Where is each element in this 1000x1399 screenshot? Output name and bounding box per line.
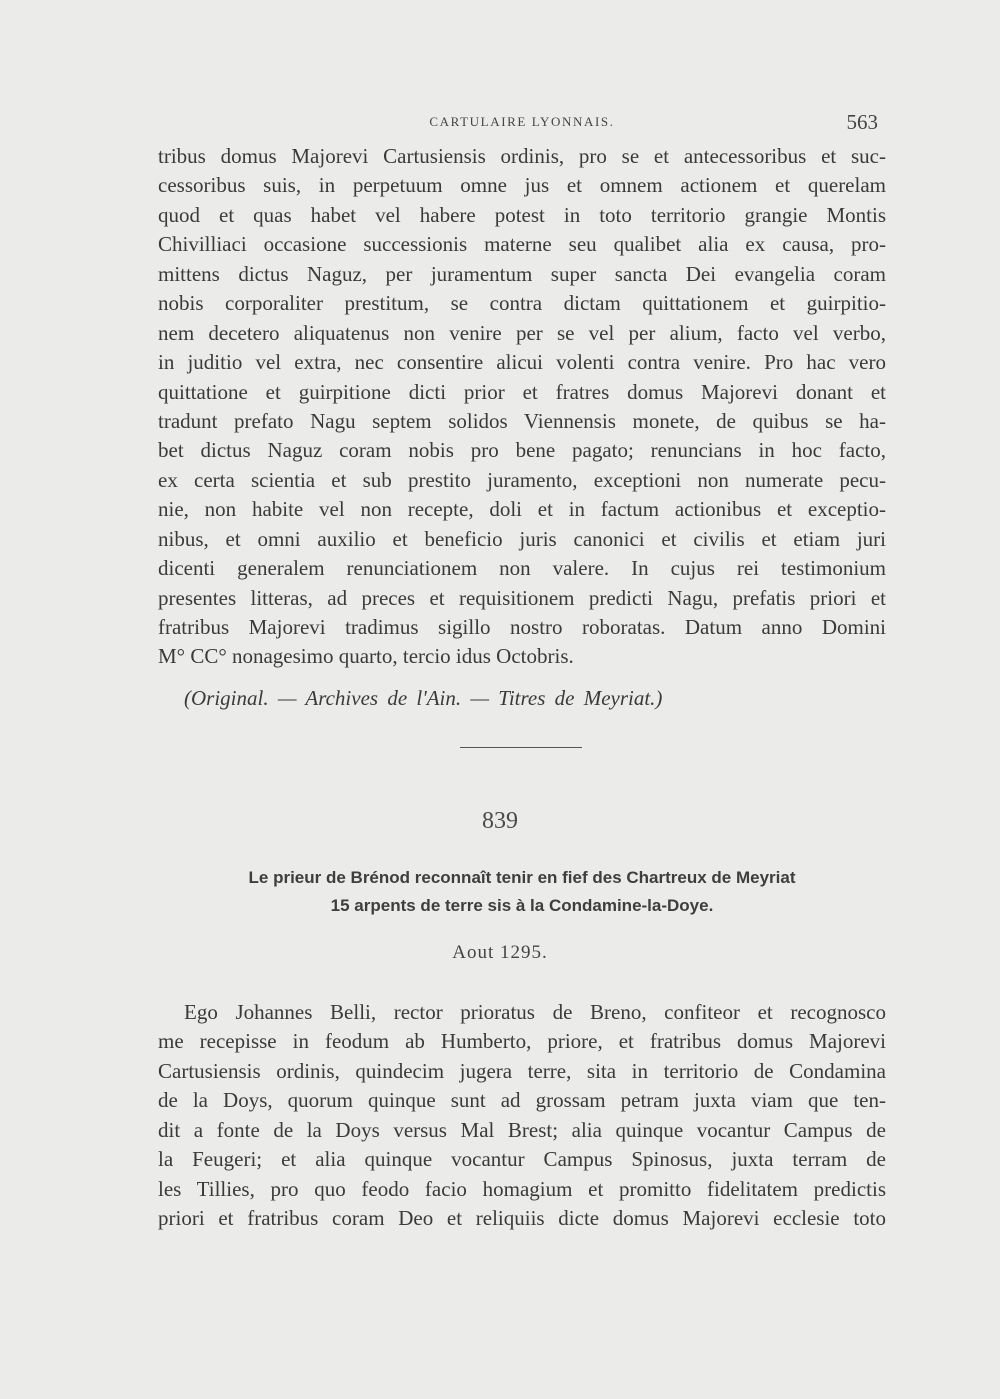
- text-line: bet dictus Naguz coram nobis pro bene pagato; renuncians in hoc facto,: [158, 438, 886, 463]
- text-line: nobis corporaliter prestitum, se contra dictam quittationem et guirpitio-: [158, 291, 886, 316]
- text-line: nie, non habite vel non recepte, doli et in factum actionibus et exceptio-: [158, 497, 886, 522]
- text-line: tradunt prefato Nagu septem solidos Viennensis monete, de quibus se ha-: [158, 408, 886, 433]
- heading-line: 15 arpents de terre sis à la Condamine-la-Doye.: [330, 896, 714, 915]
- running-title: CARTULAIRE LYONNAIS.: [429, 114, 615, 129]
- text-line: Ego Johannes Belli, rector prioratus de Breno, confiteor et recognosco: [184, 1000, 886, 1024]
- text-line: les Tillies, pro quo feodo facio homagium et promitto fidelitatem predictis: [158, 1176, 886, 1201]
- text-line: ex certa scientia et sub prestito juramento, exceptioni non numerate pecu-: [158, 467, 886, 492]
- text-line: cessoribus suis, in perpetuum omne jus et omnem actionem et querelam: [158, 173, 886, 198]
- document-number: 839: [482, 808, 518, 834]
- document-date: Aout 1295.: [452, 942, 548, 963]
- text-line: priori et fratribus coram Deo et reliquiis dicte domus Majorevi ecclesie toto: [158, 1206, 886, 1231]
- text-line: de la Doys, quorum quinque sunt ad grossam petram juxta viam que ten-: [158, 1088, 886, 1113]
- text-line: mittens dictus Naguz, per juramentum super sancta Dei evangelia coram: [158, 261, 886, 286]
- text-line: Chivilliaci occasione successionis materne seu qualibet alia ex causa, pro-: [158, 232, 886, 257]
- running-head: [158, 112, 886, 140]
- page-number: 563: [846, 110, 878, 134]
- text-line: quod et quas habet vel habere potest in toto territorio grangie Montis: [158, 202, 886, 227]
- heading-line: Le prieur de Brénod reconnaît tenir en fief des Chartreux de Meyriat: [248, 868, 796, 887]
- text-line: nibus, et omni auxilio et beneficio juris canonici et civilis et etiam juri: [158, 526, 886, 551]
- section-divider: [460, 747, 582, 748]
- text-line: nem decetero aliquatenus non venire per se vel per alium, facto vel verbo,: [158, 320, 886, 345]
- text-line: la Feugeri; et alia quinque vocantur Campus Spinosus, juxta terram de: [158, 1147, 886, 1172]
- text-line: Cartusiensis ordinis, quindecim jugera terre, sita in territorio de Condamina: [158, 1058, 886, 1083]
- paragraph-continued: [158, 142, 886, 672]
- text-line: fratribus Majorevi tradimus sigillo nostro roboratas. Datum anno Domini: [158, 615, 886, 639]
- text-line: tribus domus Majorevi Cartusiensis ordinis, pro se et antecessoribus et suc-: [158, 144, 886, 168]
- text-line: quittatione et guirpitione dicti prior et fratres domus Majorevi donant et: [158, 379, 886, 404]
- document-heading: [158, 864, 886, 920]
- text-line: M° CC° nonagesimo quarto, tercio idus Octobris.: [158, 644, 574, 669]
- text-line: dit a fonte de la Doys versus Mal Brest; alia quinque vocantur Campus de: [158, 1117, 886, 1142]
- text-line: me recepisse in feodum ab Humberto, priore, et fratribus domus Majorevi: [158, 1029, 886, 1054]
- text-line: in juditio vel extra, nec consentire alicui volenti contra venire. Pro hac vero: [158, 350, 886, 375]
- source-citation: (Original. — Archives de l'Ain. — Titres de Meyriat.): [184, 686, 663, 710]
- text-line: dicenti generalem renunciationem non valere. In cujus rei testimonium: [158, 556, 886, 581]
- paragraph-charter: [158, 998, 886, 1234]
- text-line: presentes litteras, ad preces et requisitionem predicti Nagu, prefatis priori et: [158, 585, 886, 610]
